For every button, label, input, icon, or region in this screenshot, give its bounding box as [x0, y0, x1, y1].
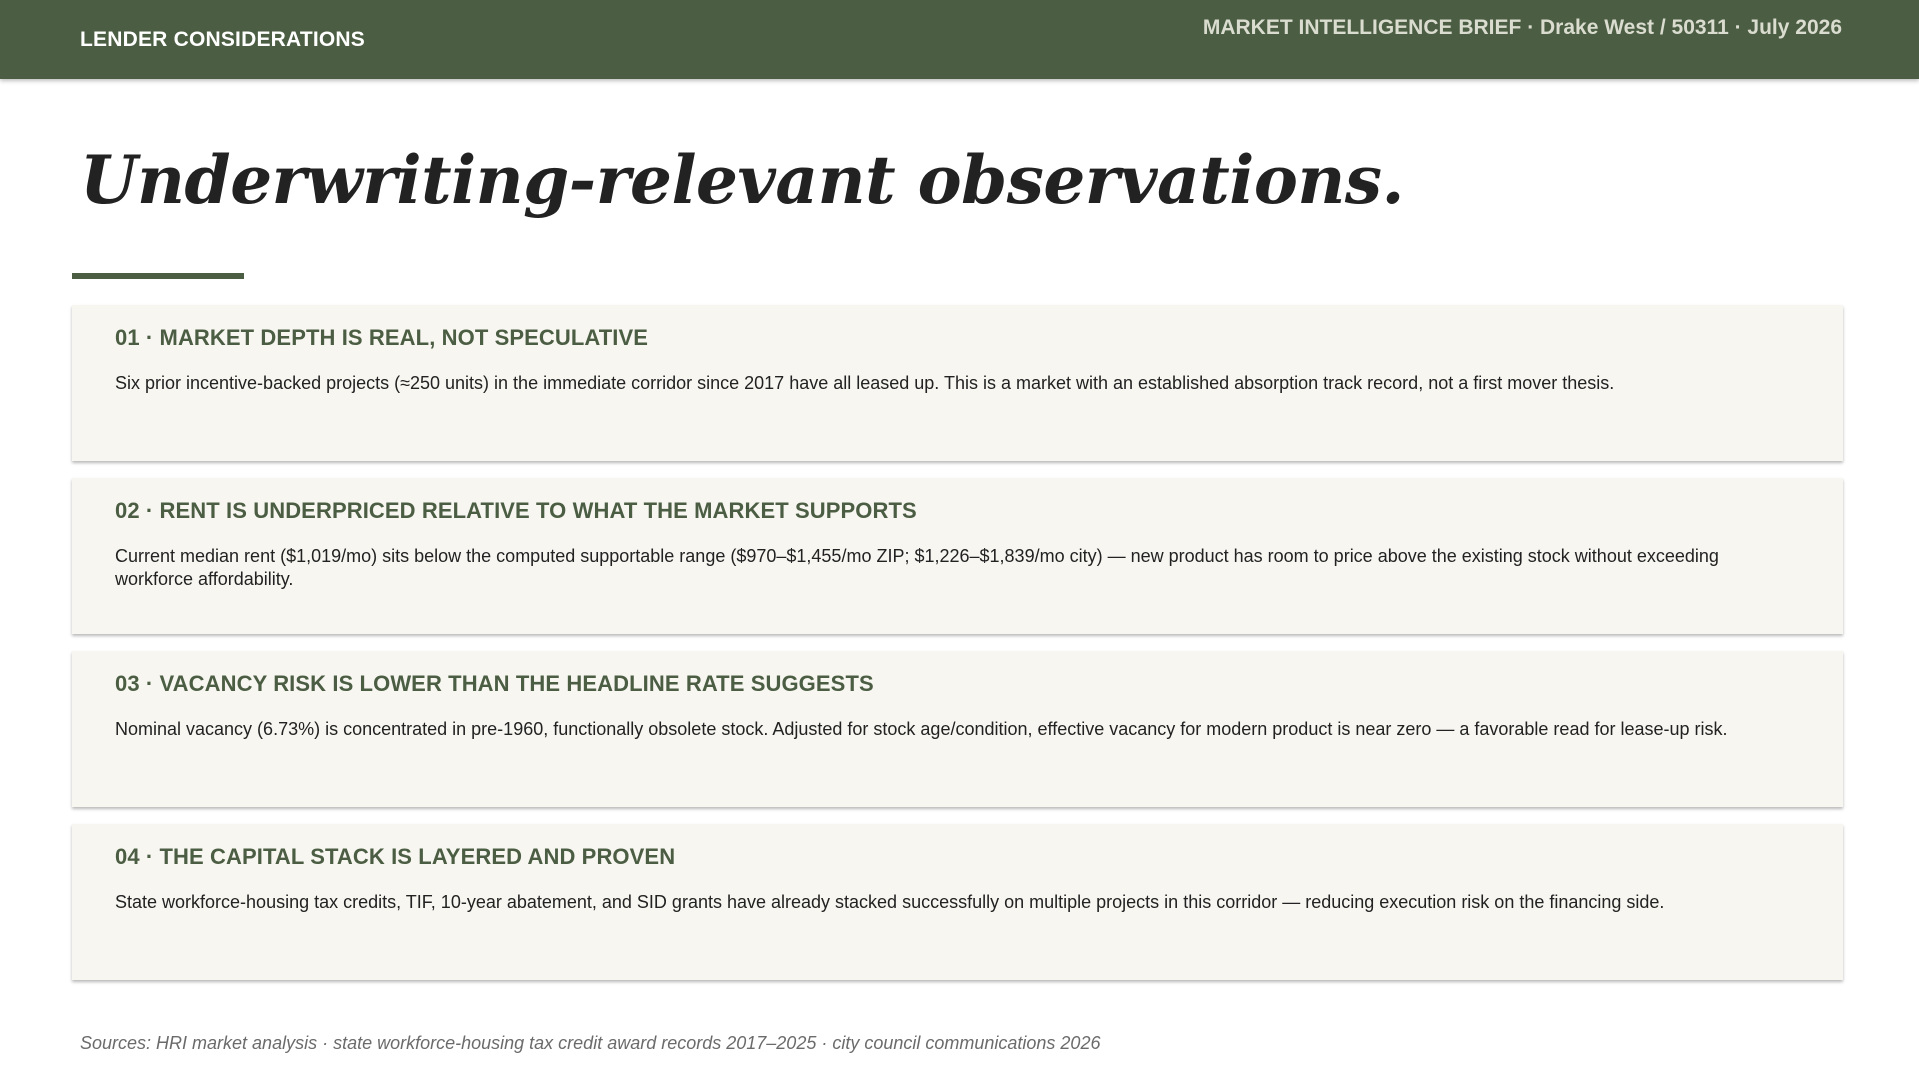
- observation-body: Current median rent ($1,019/mo) sits below the computed supportable range ($970–$1,455/mo ZIP; $1,226–$1,839/mo city) — new product has room to price above the existing stock without exceeding workforce affordability.: [115, 546, 1719, 589]
- observation-body: Nominal vacancy (6.73%) is concentrated in pre-1960, functionally obsolete stock. Adjusted for stock age/condition, effective vacancy for modern product is near zero — a favorable read for lease-up risk.: [115, 719, 1728, 739]
- observation-card: [72, 651, 1843, 807]
- brief-title: MARKET INTELLIGENCE BRIEF · Drake West / 50311 · July 2026: [1202, 16, 1842, 39]
- page-title: Underwriting-relevant observations.: [80, 141, 1404, 219]
- section-label: LENDER CONSIDERATIONS: [80, 28, 365, 51]
- header-bar: [0, 0, 1919, 79]
- observation-heading: 04 · THE CAPITAL STACK IS LAYERED AND PROVEN: [115, 844, 676, 869]
- observation-body: Six prior incentive-backed projects (≈250 units) in the immediate corridor since 2017 have all leased up. This is a market with an established absorption track record, not a first mover thesis.: [115, 373, 1615, 393]
- observation-card: [72, 824, 1843, 980]
- observation-body: State workforce-housing tax credits, TIF, 10-year abatement, and SID grants have already stacked successfully on multiple projects in this corridor — reducing execution risk on the financing side.: [115, 892, 1665, 912]
- observation-card: [72, 305, 1843, 461]
- observation-heading: 03 · VACANCY RISK IS LOWER THAN THE HEADLINE RATE SUGGESTS: [115, 671, 874, 696]
- title-divider: [72, 273, 244, 279]
- observation-heading: 01 · MARKET DEPTH IS REAL, NOT SPECULATIVE: [115, 325, 649, 350]
- observation-list: [72, 305, 1843, 997]
- observation-card: [72, 478, 1843, 634]
- sources-note: Sources: HRI market analysis · state workforce-housing tax credit award records 2017–2025 · city council communications 2026: [80, 1033, 1101, 1053]
- observation-heading: 02 · RENT IS UNDERPRICED RELATIVE TO WHAT THE MARKET SUPPORTS: [115, 498, 917, 523]
